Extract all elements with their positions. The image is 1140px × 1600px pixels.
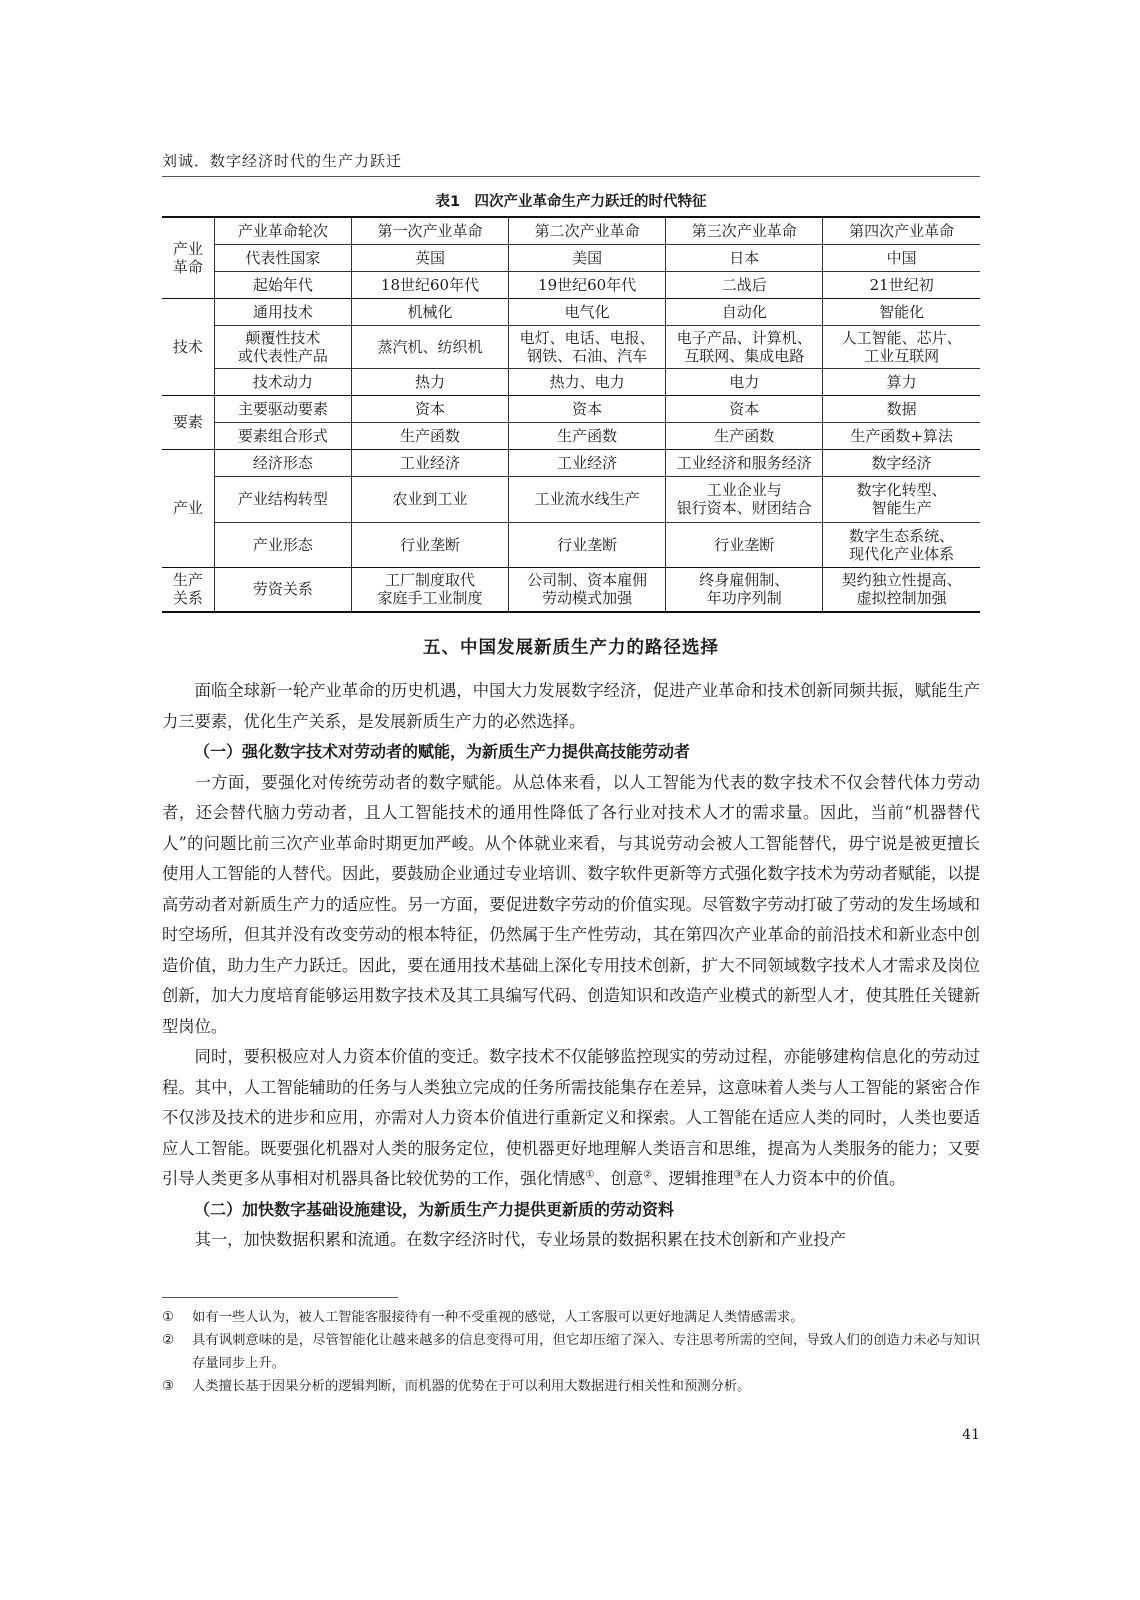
table-cell: 契约独立性提高、 虚拟控制加强 [823, 567, 980, 612]
header-cell: 第一次产业革命 [351, 217, 508, 244]
row-label: 要素组合形式 [214, 422, 351, 449]
table-cell: 数字经济 [823, 449, 980, 476]
footnote-mark: ② [162, 1333, 174, 1348]
running-head: 刘诚．数字经济时代的生产力跃迁 [162, 152, 403, 170]
paragraph: 其一，加快数据积累和流通。在数字经济时代，专业场景的数据积累在技术创新和产业投产 [194, 1230, 846, 1249]
header-cell: 产业革命轮次 [214, 217, 351, 244]
table-cell: 人工智能、芯片、 工业互联网 [823, 325, 980, 368]
table-cell: 工厂制度取代 家庭手工业制度 [351, 567, 508, 612]
table-cell: 智能化 [823, 298, 980, 325]
table-cell: 工业企业与 银行资本、财团结合 [666, 476, 823, 522]
row-label: 主要驱动要素 [214, 395, 351, 422]
row-label: 代表性国家 [214, 244, 351, 271]
table-cell: 电力 [666, 368, 823, 395]
table-cell: 资本 [351, 395, 508, 422]
row-label: 产业形态 [214, 522, 351, 567]
table-cell: 蒸汽机、纺织机 [351, 325, 508, 368]
table-cell: 行业垄断 [351, 522, 508, 567]
footnote-rule [162, 1297, 398, 1298]
table-cell: 日本 [666, 244, 823, 271]
footnotes [162, 1306, 980, 1398]
table-cell: 19世纪60年代 [509, 271, 666, 298]
row-label: 通用技术 [214, 298, 351, 325]
table-cell: 生产函数 [666, 422, 823, 449]
subsection-heading: （二）加快数字基础设施建设，为新质生产力提供更新质的劳动资料 [194, 1199, 675, 1219]
table-caption: 表1 四次产业革命生产力跃迁的时代特征 [435, 194, 707, 210]
table-cell: 资本 [666, 395, 823, 422]
table-cell: 18世纪60年代 [351, 271, 508, 298]
footnote-mark: ③ [162, 1379, 174, 1394]
footnote [162, 1329, 980, 1375]
body-text [162, 676, 980, 1256]
table-cell: 生产函数+算法 [823, 422, 980, 449]
group-label-relations: 生产 关系 [162, 567, 214, 612]
table-cell: 终身雇佣制、 年功序列制 [666, 567, 823, 612]
table-cell: 生产函数 [351, 422, 508, 449]
table-cell: 电灯、电话、电报、 钢铁、石油、汽车 [509, 325, 666, 368]
table-cell: 机械化 [351, 298, 508, 325]
footnote-ref[interactable]: ② [643, 1169, 653, 1181]
table-cell: 工业经济和服务经济 [666, 449, 823, 476]
table-cell: 二战后 [666, 271, 823, 298]
row-label: 产业结构转型 [214, 476, 351, 522]
table-cell: 生产函数 [509, 422, 666, 449]
table-cell: 工业经济 [351, 449, 508, 476]
table-cell: 热力、电力 [509, 368, 666, 395]
footnote [162, 1306, 980, 1329]
footnote-text: 具有讽刺意味的是，尽管智能化让越来越多的信息变得可用，但它却压缩了深入、专注思考所需的空间，导致人们的创造力未必与知识存量同步上升。 [192, 1333, 980, 1371]
table-cell: 电气化 [509, 298, 666, 325]
table-cell: 数字化转型、 智能生产 [823, 476, 980, 522]
paragraph: 面临全球新一轮产业革命的历史机遇，中国大力发展数字经济，促进产业革命和技术创新同频共振，赋能生产力三要素，优化生产关系，是发展新质生产力的必然选择。 [162, 681, 980, 731]
group-label-factors: 要素 [162, 395, 214, 449]
table-cell: 行业垄断 [509, 522, 666, 567]
table-cell: 工业经济 [509, 449, 666, 476]
group-label-industry: 产业 [162, 449, 214, 567]
table-cell: 公司制、资本雇佣 劳动模式加强 [509, 567, 666, 612]
header-cell: 第四次产业革命 [823, 217, 980, 244]
table-cell: 算力 [823, 368, 980, 395]
table-cell: 热力 [351, 368, 508, 395]
group-label-technology: 技术 [162, 298, 214, 395]
group-label-revolution: 产业 革命 [162, 217, 214, 298]
footnote-ref[interactable]: ③ [733, 1169, 743, 1181]
header-cell: 第二次产业革命 [509, 217, 666, 244]
table-cell: 美国 [509, 244, 666, 271]
footnote [162, 1375, 980, 1398]
paragraph: 同时，要积极应对人力资本价值的变迁。数字技术不仅能够监控现实的劳动过程，亦能够建构信息化的劳动过程。其中，人工智能辅助的任务与人类独立完成的任务所需技能集存在差异，这意味着人类与人工智能的紧密合作不仅涉及技术的进步和应用，亦需对人力资本价值进行重新定义和探索。人工智能在适应人类的同时，人类也要适应人工智能。既要强化机器对人类的服务定位，使机器更好地理解人类语言和思维，提高为人类服务的能力；又要引导人类更多从事相对机器具备比较优势的工作，强化情感①、创意②、逻辑推理③在人力资本中的价值。 [162, 1047, 980, 1188]
row-label: 经济形态 [214, 449, 351, 476]
table-cell: 数据 [823, 395, 980, 422]
footnote-text: 人类擅长基于因果分析的逻辑判断，而机器的优势在于可以利用大数据进行相关性和预测分析。 [192, 1379, 751, 1394]
table-cell: 农业到工业 [351, 476, 508, 522]
table-cell: 英国 [351, 244, 508, 271]
row-label: 起始年代 [214, 271, 351, 298]
footnote-mark: ① [162, 1310, 174, 1325]
paragraph: 一方面，要强化对传统劳动者的数字赋能。从总体来看，以人工智能为代表的数字技术不仅会替代体力劳动者，还会替代脑力劳动者，且人工智能技术的通用性降低了各行业对技术人才的需求量。因此，当前“机器替代人”的问题比前三次产业革命时期更加严峻。从个体就业来看，与其说劳动会被人工智能替代，毋宁说是被更擅长使用人工智能的人替代。因此，要鼓励企业通过专业培训、数字软件更新等方式强化数字技术为劳动者赋能，以提高劳动者对新质生产力的适应性。另一方面，要促进数字劳动的价值实现。尽管数字劳动打破了劳动的发生场域和时空场所，但其并没有改变劳动的根本特征，仍然属于生产性劳动，其在第四次产业革命的前沿技术和新业态中创造价值，助力生产力跃迁。因此，要在通用技术基础上深化专用技术创新，扩大不同领域数字技术人才需求及岗位创新，加大力度培育能够运用数字技术及其工具编写代码、创造知识和改造产业模式的新型人才，使其胜任关键新型岗位。 [162, 772, 980, 1036]
row-label: 颠覆性技术 或代表性产品 [214, 325, 351, 368]
header-rule [162, 176, 980, 177]
era-table [162, 216, 980, 613]
subsection-heading: （一）强化数字技术对劳动者的赋能，为新质生产力提供高技能劳动者 [194, 742, 691, 761]
row-label: 技术动力 [214, 368, 351, 395]
table-cell: 数字生态系统、 现代化产业体系 [823, 522, 980, 567]
table-cell: 电子产品、计算机、 互联网、集成电路 [666, 325, 823, 368]
table-cell: 行业垄断 [666, 522, 823, 567]
table-cell: 资本 [509, 395, 666, 422]
table-cell: 中国 [823, 244, 980, 271]
section-title: 五、中国发展新质生产力的路径选择 [423, 638, 719, 658]
table-cell: 工业流水线生产 [509, 476, 666, 522]
header-cell: 第三次产业革命 [666, 217, 823, 244]
row-label: 劳资关系 [214, 567, 351, 612]
table-cell: 21世纪初 [823, 271, 980, 298]
footnote-ref[interactable]: ① [585, 1169, 595, 1181]
footnote-text: 如有一些人认为，被人工智能客服接待有一种不受重视的感觉，人工客服可以更好地满足人类情感需求。 [192, 1310, 804, 1325]
page-number: 41 [962, 1427, 980, 1443]
table-cell: 自动化 [666, 298, 823, 325]
